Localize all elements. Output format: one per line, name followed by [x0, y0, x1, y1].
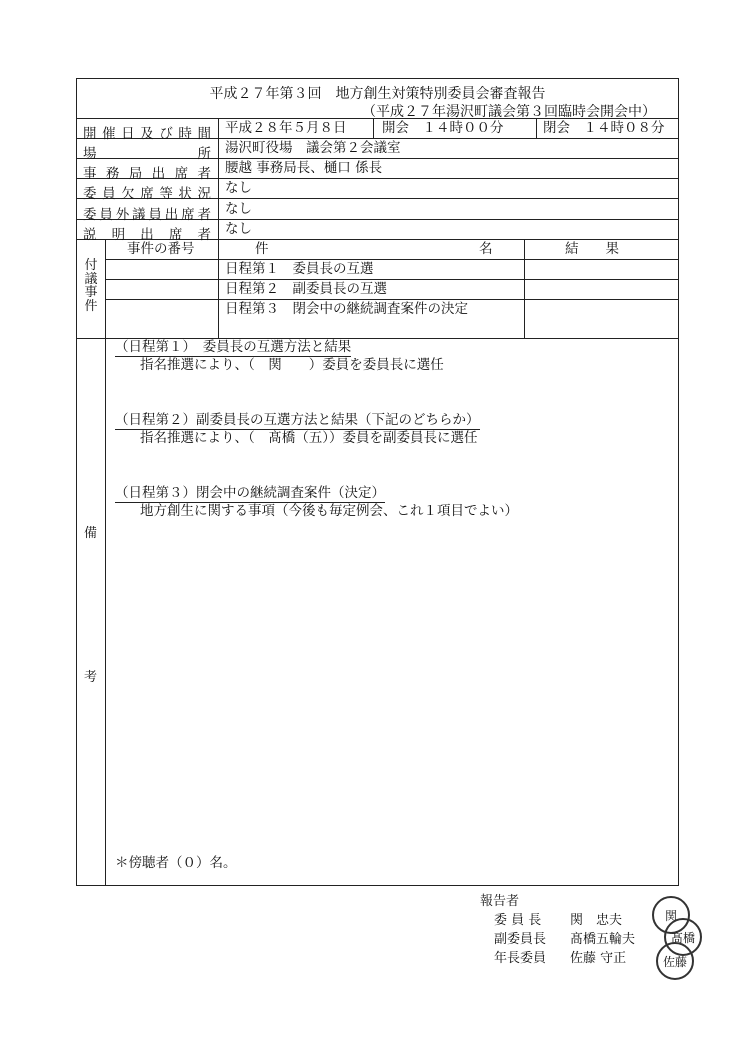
report-title: 平成２７年第３回 地方創生対策特別委員会審査報告	[209, 86, 546, 102]
place-label: 場 所	[83, 146, 211, 162]
date-label: 開催日及び時間	[83, 126, 211, 142]
col-divider	[536, 118, 537, 138]
col-divider	[524, 239, 525, 338]
reporter-role: 副委員長	[494, 932, 547, 947]
row-divider	[105, 299, 678, 300]
seal-stamp: 関	[652, 896, 690, 934]
agenda-item: 日程第１ 委員長の互選	[225, 261, 374, 277]
absence-value: なし	[225, 180, 252, 196]
agenda-item: 日程第３ 閉会中の継続調査案件の決定	[225, 301, 468, 317]
col-divider	[105, 239, 106, 885]
seal-stamp: 佐藤	[656, 942, 694, 980]
remarks-s2-title: （日程第２）副委員長の互選方法と結果（下記のどちらか）	[115, 412, 480, 428]
remarks-side-top: 備	[84, 526, 98, 541]
agenda-side-label: 付議事件	[84, 258, 98, 314]
explain-label: 説明出席者	[83, 227, 211, 243]
report-subtitle: （平成２７年湯沢町議会第３回臨時会開会中）	[362, 104, 656, 120]
remarks-s1-body: 指名推選により、（ 関 ）委員を委員長に選任	[140, 357, 444, 373]
reporter-role: 委 員 長	[494, 913, 542, 928]
nonmember-label: 委員外議員出席者	[83, 207, 211, 223]
absence-label: 委員欠席等状況	[83, 186, 211, 202]
col-divider	[218, 118, 219, 338]
office-value: 腰越 事務局長、樋口 係長	[225, 160, 383, 176]
office-label: 事務局出席者	[83, 166, 211, 182]
row-divider	[105, 259, 678, 260]
remarks-s2-body: 指名推選により、（ 髙橋（五））委員を副委員長に選任	[140, 430, 478, 446]
place-value: 湯沢町役場 議会第２会議室	[225, 140, 401, 156]
row-divider	[77, 118, 678, 119]
close-time: 閉会 １４時０８分	[543, 120, 665, 136]
report-form	[76, 78, 679, 886]
date-value: 平成２８年５月８日	[225, 120, 347, 136]
reporter-name: 佐藤 守正	[570, 951, 627, 966]
agenda-number-header: 事件の番号	[127, 241, 195, 257]
explain-value: なし	[225, 221, 252, 237]
reporter-role: 年長委員	[494, 951, 547, 966]
seal-stamp: 髙橋	[664, 918, 702, 956]
row-divider	[105, 279, 678, 280]
reporter-name: 関 忠夫	[570, 913, 623, 928]
reporter-name: 髙橋五輪夫	[570, 932, 636, 947]
remarks-s3-title: （日程第３）閉会中の継続調査案件（決定）	[115, 485, 385, 501]
nonmember-value: なし	[225, 201, 252, 217]
agenda-name-header-right: 名	[479, 241, 493, 257]
agenda-result-header: 結 果	[565, 241, 619, 257]
col-divider	[373, 118, 374, 138]
audience-count: ＊傍聴者（０）名。	[115, 855, 237, 871]
remarks-s1-title: （日程第１） 委員長の互選方法と結果	[115, 339, 352, 355]
open-time: 開会 １４時００分	[382, 120, 504, 136]
remarks-s3-body: 地方創生に関する事項（今後も毎定例会、これ１項目でよい）	[140, 503, 518, 519]
agenda-name-header-left: 件	[255, 241, 269, 257]
agenda-item: 日程第２ 副委員長の互選	[225, 281, 387, 297]
remarks-side-bottom: 考	[84, 670, 98, 685]
reporters-heading: 報告者	[480, 894, 520, 909]
